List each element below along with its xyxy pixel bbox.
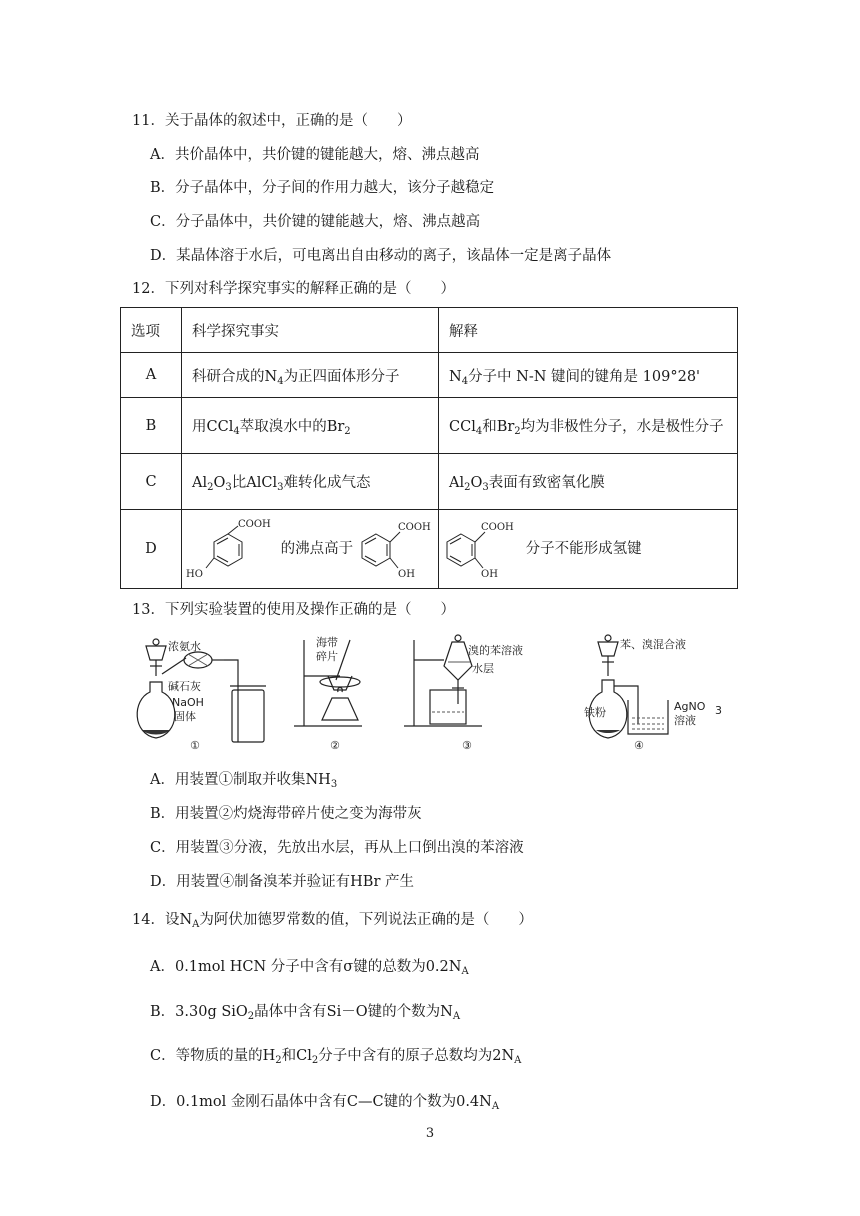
table-header-row — [121, 308, 738, 353]
row-b-explanation: CCl$_4$和$Br_2$均为非极性分子，水是极性分子 — [439, 398, 738, 454]
table-row — [121, 510, 738, 589]
row-label: A — [121, 353, 182, 398]
svg-text:AgNO: AgNO — [674, 700, 706, 713]
svg-text:NaOH: NaOH — [172, 696, 204, 709]
apparatus-1-ammonia-setup — [128, 630, 278, 755]
p-hydroxybenzoic-acid-structure — [184, 516, 276, 582]
svg-text:碎片: 碎片 — [316, 650, 338, 663]
header-option: 选项 — [121, 308, 182, 353]
q14-option-c: C．等物质的量的$H_2$和$Cl_2$分子中含有的原子总数均为$2N_A$ — [150, 1048, 522, 1066]
row-c-fact: $Al_2O_3$比AlCl$_3$难转化成气态 — [182, 454, 439, 510]
svg-text:溴的苯溶液: 溴的苯溶液 — [468, 644, 523, 657]
q13-option-b: B．用装置②灼烧海带碎片使之变为海带灰 — [150, 806, 422, 822]
table-row — [121, 454, 738, 510]
svg-text:溶液: 溶液 — [674, 714, 696, 727]
svg-text:OH: OH — [397, 569, 415, 580]
o-hydroxybenzoic-acid-structure — [358, 516, 434, 582]
row-label: B — [121, 398, 182, 454]
apparatus-2-crucible-setup — [292, 630, 382, 755]
q13-option-a: A．用装置①制取并收集$NH_3$ — [150, 772, 338, 790]
row-label: D — [121, 510, 182, 589]
q13-option-c: C．用装置③分液，先放出水层，再从上口倒出溴的苯溶液 — [150, 840, 524, 856]
q11-stem: 11．关于晶体的叙述中，正确的是（ ） — [132, 113, 412, 129]
svg-text:COOH: COOH — [397, 522, 431, 533]
q12-table — [120, 307, 738, 589]
svg-text:①: ① — [190, 739, 200, 752]
svg-text:苯、溴混合液: 苯、溴混合液 — [620, 638, 686, 651]
svg-text:铁粉: 铁粉 — [584, 706, 606, 719]
q14-stem: 14．设$N_A$为阿伏加德罗常数的值，下列说法正确的是（ ） — [132, 912, 533, 930]
q11-option-d: D．某晶体溶于水后，可电离出自由移动的离子，该晶体一定是离子晶体 — [150, 248, 612, 264]
q14-option-b: B．3.30g SiO$_2$晶体中含有Si－O键的个数为$N_A$ — [150, 1004, 461, 1022]
row-a-fact: 科研合成的$N_4$为正四面体形分子 — [182, 353, 439, 398]
header-fact: 科学探究事实 — [182, 308, 439, 353]
table-row — [121, 398, 738, 454]
table-row — [121, 353, 738, 398]
svg-text:固体: 固体 — [174, 710, 196, 723]
svg-text:③: ③ — [462, 739, 472, 752]
svg-text:水层: 水层 — [472, 662, 494, 675]
q14-option-d: D．0.1mol 金刚石晶体中含有C—C键的个数为$0.4N_A$ — [150, 1094, 500, 1112]
boiling-point-comparison-text: 的沸点高于 — [280, 541, 354, 557]
svg-text:海带: 海带 — [316, 636, 338, 649]
svg-text:3: 3 — [715, 704, 722, 717]
q13-stem: 13．下列实验装置的使用及操作正确的是（ ） — [132, 602, 455, 618]
svg-text:碱石灰: 碱石灰 — [168, 680, 201, 693]
svg-text:HO: HO — [186, 569, 203, 580]
q11-option-a: A．共价晶体中，共价键的键能越大，熔、沸点越高 — [150, 147, 480, 163]
q13-option-d: D．用装置④制备溴苯并验证有HBr 产生 — [150, 874, 414, 890]
o-hydroxybenzoic-acid-structure — [443, 516, 515, 582]
q11-option-c: C．分子晶体中，共价键的键能越大，熔、沸点越高 — [150, 214, 481, 230]
svg-text:浓氨水: 浓氨水 — [168, 640, 201, 653]
q12-stem: 12．下列对科学探究事实的解释正确的是（ ） — [132, 281, 455, 297]
row-c-explanation: $Al_2O_3$表面有致密氧化膜 — [439, 454, 738, 510]
svg-text:②: ② — [330, 739, 340, 752]
row-label: C — [121, 454, 182, 510]
svg-text:COOH: COOH — [238, 519, 271, 530]
hydrogen-bond-explanation: 分子不能形成氢键 — [525, 541, 642, 557]
q11-option-b: B．分子晶体中，分子间的作用力越大，该分子越稳定 — [150, 180, 495, 196]
svg-text:COOH: COOH — [481, 522, 514, 533]
page-number: 3 — [425, 1126, 435, 1141]
row-d-fact — [182, 510, 439, 589]
svg-text:OH: OH — [481, 569, 498, 580]
svg-text:④: ④ — [634, 739, 644, 752]
row-b-fact: 用CCl$_4$萃取溴水中的$Br_2$ — [182, 398, 439, 454]
apparatus-3-separatory-funnel — [400, 630, 550, 755]
apparatus-4-bromobenzene-setup — [578, 630, 738, 755]
header-explanation: 解释 — [439, 308, 738, 353]
row-d-explanation — [439, 510, 738, 589]
row-a-explanation: $N_4$分子中 N-N 键间的键角是 109°28' — [439, 353, 738, 398]
q14-option-a: A．0.1mol HCN 分子中含有σ键的总数为$0.2N_A$ — [150, 959, 469, 977]
